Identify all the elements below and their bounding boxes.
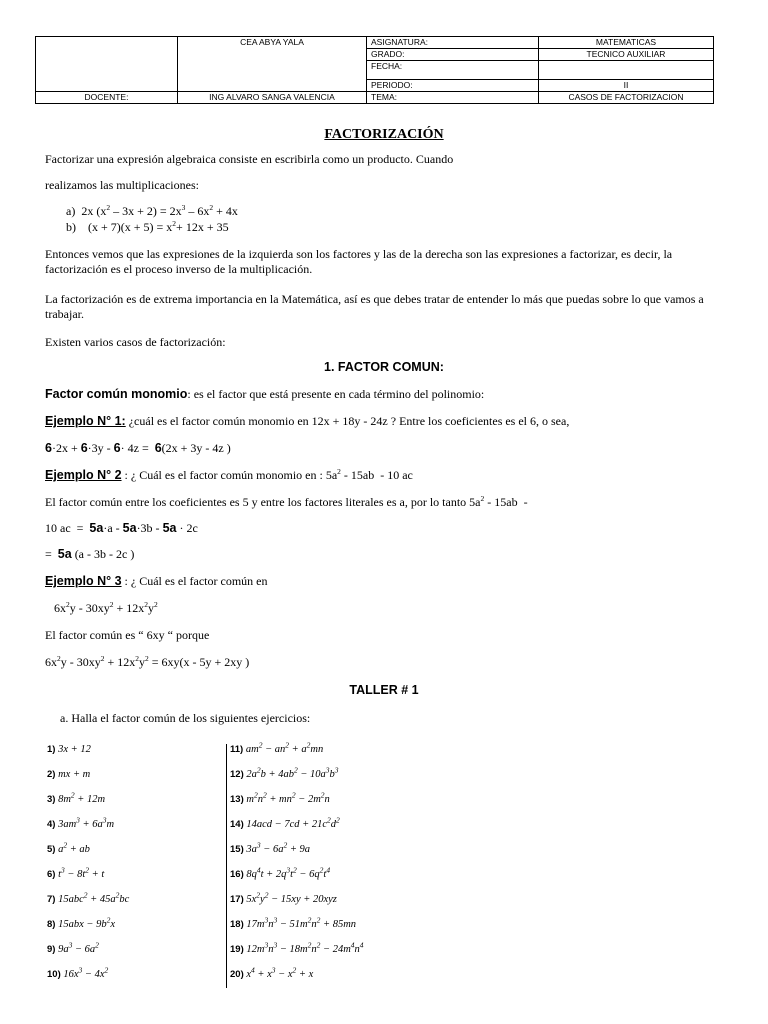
example-2-text: : ¿ Cuál es el factor común monomio en : 5a: [121, 468, 338, 482]
exercise-8: 8) $15abx - 9b^2x$: [47, 915, 115, 930]
exercise-14: 14) $14acd - 7cd + 21c^2d^2$: [230, 815, 340, 830]
definition: [45, 387, 706, 402]
example-3-result: $6x^2y - 30xy^2 + 12x^2y^2 = 6xy(x - 5y + 2xy$ ): [45, 654, 250, 669]
exercise-2: 2) mx + m: [47, 769, 91, 780]
taller-instruction: a. Halla el factor común de los siguientes ejercicios:: [60, 711, 311, 725]
example-1-text: ¿cuál es el factor común monomio en 12x + 18y - 24z ? Entre los coeficientes es el 6, o sea,: [125, 414, 570, 428]
logo-cell: [36, 37, 178, 92]
asignatura-label: ASIGNATURA:: [367, 37, 539, 49]
exercise-5: 5) $a^2$ + ab: [47, 840, 90, 855]
page-title: FACTORIZACIÓN: [324, 127, 444, 142]
example-2-result: = 5a (a - 3b - 2c ): [45, 547, 135, 561]
example-2-explanation: El factor común entre los coeficientes es 5 y entre los factores literales es a, por lo tanto $5a^2 - 15ab$ -: [45, 494, 528, 509]
definition-term: Factor común monomio: [45, 387, 188, 401]
docente-label: DOCENTE:: [36, 92, 178, 104]
exercise-18: 18) $17m^3n^3 - 51m^2n^2 + 85mn$: [230, 915, 357, 930]
example-2: Ejemplo N° 2 : ¿ Cuál es el factor común monomio en : $5a^2 - 15ab - 10$ ac: [45, 467, 413, 482]
example-b: b) $(x + 7)(x + 5) = x^2+ 12x + 35$: [66, 219, 229, 234]
periodo-label: PERIODO:: [367, 80, 539, 92]
paragraph-2: La factorización es de extrema importancia en la Matemática, así es que debes tratar de entender lo más que puedas sobre lo que vamos a trabajar.: [45, 292, 704, 321]
exercise-12: 12) $2a^2b + 4ab^2 - 10a^3b^3$: [230, 765, 339, 780]
exercise-11: 11) $am^2 - an^2 + a^2mn$: [230, 740, 324, 755]
exercise-6: 6) $t^3 - 8t^2 + t$: [47, 865, 105, 880]
exercise-20: 20) $x^4 + x^3 - x^2 + x$: [230, 965, 314, 980]
example-3-note: El factor común es “ 6xy “ porque: [45, 628, 210, 642]
grado-label: GRADO:: [367, 49, 539, 61]
exercise-13: 13) $m^2n^2 + mn^2 - 2m^2n$: [230, 790, 330, 805]
example-3: [45, 574, 706, 589]
exercise-16: 16) $8q^4t + 2q^3t^2 - 6q^2t^4$: [230, 865, 331, 880]
example-2-step: 10 ac = 5a·a - 5a·3b - 5a · 2c: [45, 521, 198, 535]
header-table: [35, 36, 714, 104]
exercise-10: 10) $16x^3 - 4x^2$: [47, 965, 109, 980]
column-divider: [226, 744, 227, 988]
taller-heading: TALLER # 1: [349, 683, 419, 697]
exercise-7: 7) $15abc^2 + 45a^2bc$: [47, 890, 130, 905]
intro-line-2: realizamos las multiplicaciones:: [45, 178, 199, 192]
school-name: CEA ABYA YALA: [178, 37, 367, 92]
example-1-solution: 6·2x + 6·3y - 6· 4z = 6(2x + 3y - 4z ): [45, 441, 231, 455]
example-3-label: Ejemplo N° 3: [45, 574, 122, 588]
example-3-expression: $6x^2y - 30xy^2 + 12x^2y^2$: [54, 600, 158, 615]
paragraph-3: Existen varios casos de factorización:: [45, 335, 226, 349]
example-3-text: : ¿ Cuál es el factor común en: [121, 574, 268, 588]
exercise-17: 17) $5x^2y^2 - 15xy + 20xyz$: [230, 890, 337, 905]
definition-text: : es el factor que está presente en cada término del polinomio:: [187, 387, 485, 401]
example-2-label: Ejemplo N° 2: [45, 468, 122, 482]
exercise-19: 19) $12m^3n^3 - 18m^2n^2 - 24m^4n^4$: [230, 940, 364, 955]
exercise-3: 3) $8m^2 + 12m$: [47, 790, 106, 805]
grado-value: TECNICO AUXILIAR: [539, 49, 714, 61]
fecha-label: FECHA:: [367, 61, 539, 80]
periodo-value: II: [539, 80, 714, 92]
exercise-4: 4) $3am^3 + 6a^3m$: [47, 815, 115, 830]
section-heading: 1. FACTOR COMUN:: [324, 360, 444, 374]
asignatura-value: MATEMATICAS: [539, 37, 714, 49]
exercise-1: 1) 3x + 12: [47, 744, 91, 755]
docente-value: ING ALVARO SANGA VALENCIA: [178, 92, 367, 104]
fecha-value: [539, 61, 714, 80]
intro-line-1: Factorizar una expresión algebraica consiste en escribirla como un producto. Cuando: [45, 152, 454, 166]
tema-label: TEMA:: [367, 92, 539, 104]
example-1-label: Ejemplo N° 1:: [45, 414, 126, 428]
example-a-label: a): [66, 204, 76, 218]
example-1: [45, 414, 706, 429]
example-b-label: b): [66, 220, 76, 234]
tema-value: CASOS DE FACTORIZACION: [539, 92, 714, 104]
exercise-9: 9) $9a^3 - 6a^2$: [47, 940, 99, 955]
paragraph-1: Entonces vemos que las expresiones de la izquierda son los factores y las de la derecha son las expresiones a factorizar, es decir, la factorización es el proceso inverso de la multiplicación.: [45, 247, 673, 276]
exercise-15: 15) $3a^3 - 6a^2 + 9a$: [230, 840, 311, 855]
example-a: a) 2x $(x^2 - 3x + 2) = 2x^3 - 6x^2 + 4x$: [66, 203, 238, 218]
